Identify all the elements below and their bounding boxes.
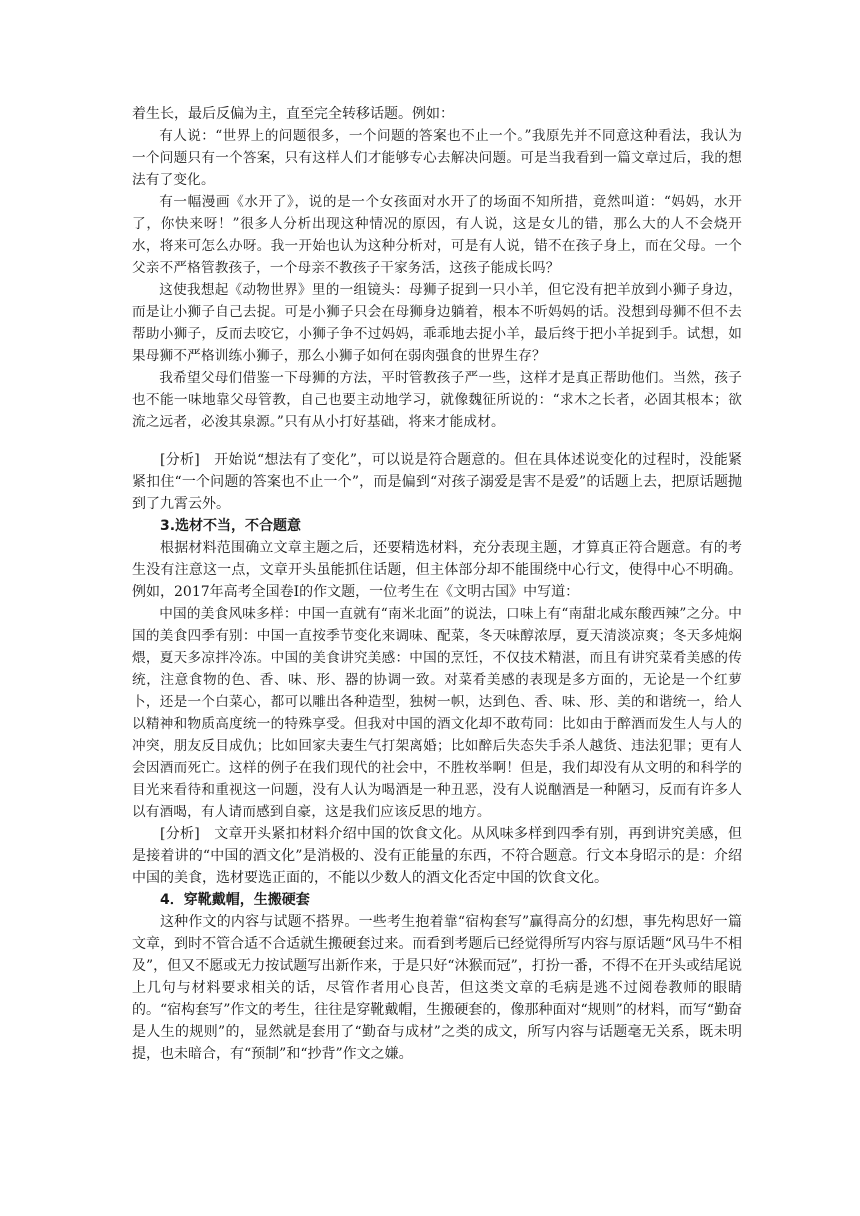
section-heading-3: 3.选材不当，不合题意 [160,518,302,534]
body-paragraph: 根据材料范围确立文章主题之后，还要精选材料，充分表现主题，才算真正符合题意。有的考生没有注意这一点，文章开头虽能抓住话题，但主体部分却不能围绕中心行文，使得中心不明确。例如，2017年高考全国卷Ⅰ的作文题，一位考生在《文明古国》中写道： [132,540,742,600]
essay-paragraph-1: 有人说：“世界上的问题很多，一个问题的答案也不止一个。”我原先并不同意这种看法，我认为一个问题只有一个答案，只有这样人们才能够专心去解决问题。可是当我看到一篇文章过后，我的想法有了变化。 [132,128,742,188]
essay-paragraph-2: 有一幅漫画《水开了》，说的是一个女孩面对水开了的场面不知所措，竟然叫道：“妈妈，水开了，你快来呀！”很多人分析出现这种情况的原因，有人说，这是女儿的错，那么大的人不会烧开水，将来可怎么办呀。我一开始也认为这种分析对，可是有人说，错不在孩子身上，而在父母。一个父亲不严格管教孩子，一个母亲不教孩子干家务活，这孩子能成长吗？ [132,194,742,276]
section-heading-4: 4．穿靴戴帽，生搬硬套 [160,892,310,908]
analysis-tag: [分析] [160,826,200,842]
body-paragraph: 这种作文的内容与试题不搭界。一些考生抱着靠“宿构套写”赢得高分的幻想，事先构思好一篇文章，到时不管合适不合适就生搬硬套过来。而看到考题后已经觉得所写内容与原话题“风马牛不相及”，但又不愿或无力按试题写出新作来，于是只好“沐猴而冠”，打扮一番，不得不在开头或结尾说上几句与材料要求相关的话，尽管作者用心良苦，但这类文章的毛病是逃不过阅卷教师的眼睛的。“宿构套写”作文的考生，往往是穿靴戴帽，生搬硬套的，像那种面对“规则”的材料，而写“勤奋是人生的规则”的，显然就是套用了“勤奋与成材”之类的成文，所写内容与话题毫无关系，既未明提，也未暗合，有“预制”和“抄背”作文之嫌。 [132,914,742,1062]
essay-paragraph-3: 这使我想起《动物世界》里的一组镜头：母狮子捉到一只小羊，但它没有把羊放到小狮子身边，而是让小狮子自己去捉。可是小狮子只会在母狮身边躺着，根本不听妈妈的话。没想到母狮不但不去帮助小狮子，反而去咬它，小狮子争不过妈妈，乖乖地去捉小羊，最后终于把小羊捉到手。试想，如果母狮不严格训练小狮子，那么小狮子如何在弱肉强食的世界生存？ [132,282,742,364]
document-page [132,103,742,1065]
intro-text: 着生长，最后反偏为主，直至完全转移话题。例如： [132,106,454,122]
analysis-text: 文章开头紧扣材料介绍中国的饮食文化。从风味多样到四季有别，再到讲究美感，但是接着讲的“中国的酒文化”是消极的、没有正能量的东西，不符合题意。行文本身昭示的是：介绍中国的美食，选材要选正面的，不能以少数人的酒文化否定中国的饮食文化。 [132,826,742,886]
essay-excerpt: 中国的美食风味多样：中国一直就有“南米北面”的说法，口味上有“南甜北咸东酸西辣”之分。中国的美食四季有别：中国一直按季节变化来调味、配菜，冬天味醇浓厚，夏天清淡凉爽；冬天多炖焖煨，夏天多凉拌冷冻。中国的美食讲究美感：中国的烹饪，不仅技术精湛，而且有讲究菜肴美感的传统，注意食物的色、香、味、形、器的协调一致。对菜肴美感的表现是多方面的，无论是一个红萝卜，还是一个白菜心，都可以雕出各种造型，独树一帜，达到色、香、味、形、美的和谐统一，给人以精神和物质高度统一的特殊享受。但我对中国的酒文化却不敢苟同：比如由于醉酒而发生人与人的冲突，朋友反目成仇；比如回家夫妻生气打架离婚；比如醉后失态失手杀人越货、违法犯罪；更有人会因酒而死亡。这样的例子在我们现代的社会中，不胜枚举啊！但是，我们却没有从文明的和科学的目光来看待和重视这一问题，没有人认为喝酒是一种丑恶，没有人说酗酒是一种陋习，反而有许多人以有酒喝，有人请而感到自豪，这是我们应该反思的地方。 [132,606,742,820]
analysis-text: 开始说“想法有了变化”，可以说是符合题意的。但在具体述说变化的过程时，没能紧紧扣住“一个问题的答案也不止一个”，而是偏到“对孩子溺爱是害不是爱”的话题上去，把原话题抛到了九霄云外。 [132,452,742,512]
spacer [132,433,742,449]
analysis-1 [132,449,742,515]
analysis-tag: [分析] [160,452,200,468]
analysis-2 [132,823,742,889]
essay-paragraph-4: 我希望父母们借鉴一下母狮的方法，平时管教孩子严一些，这样才是真正帮助他们。当然，孩子也不能一味地靠父母管教，自己也要主动地学习，就像魏征所说的：“求木之长者，必固其根本；欲流之远者，必浚其泉源。”只有从小打好基础，将来才能成材。 [132,370,742,430]
